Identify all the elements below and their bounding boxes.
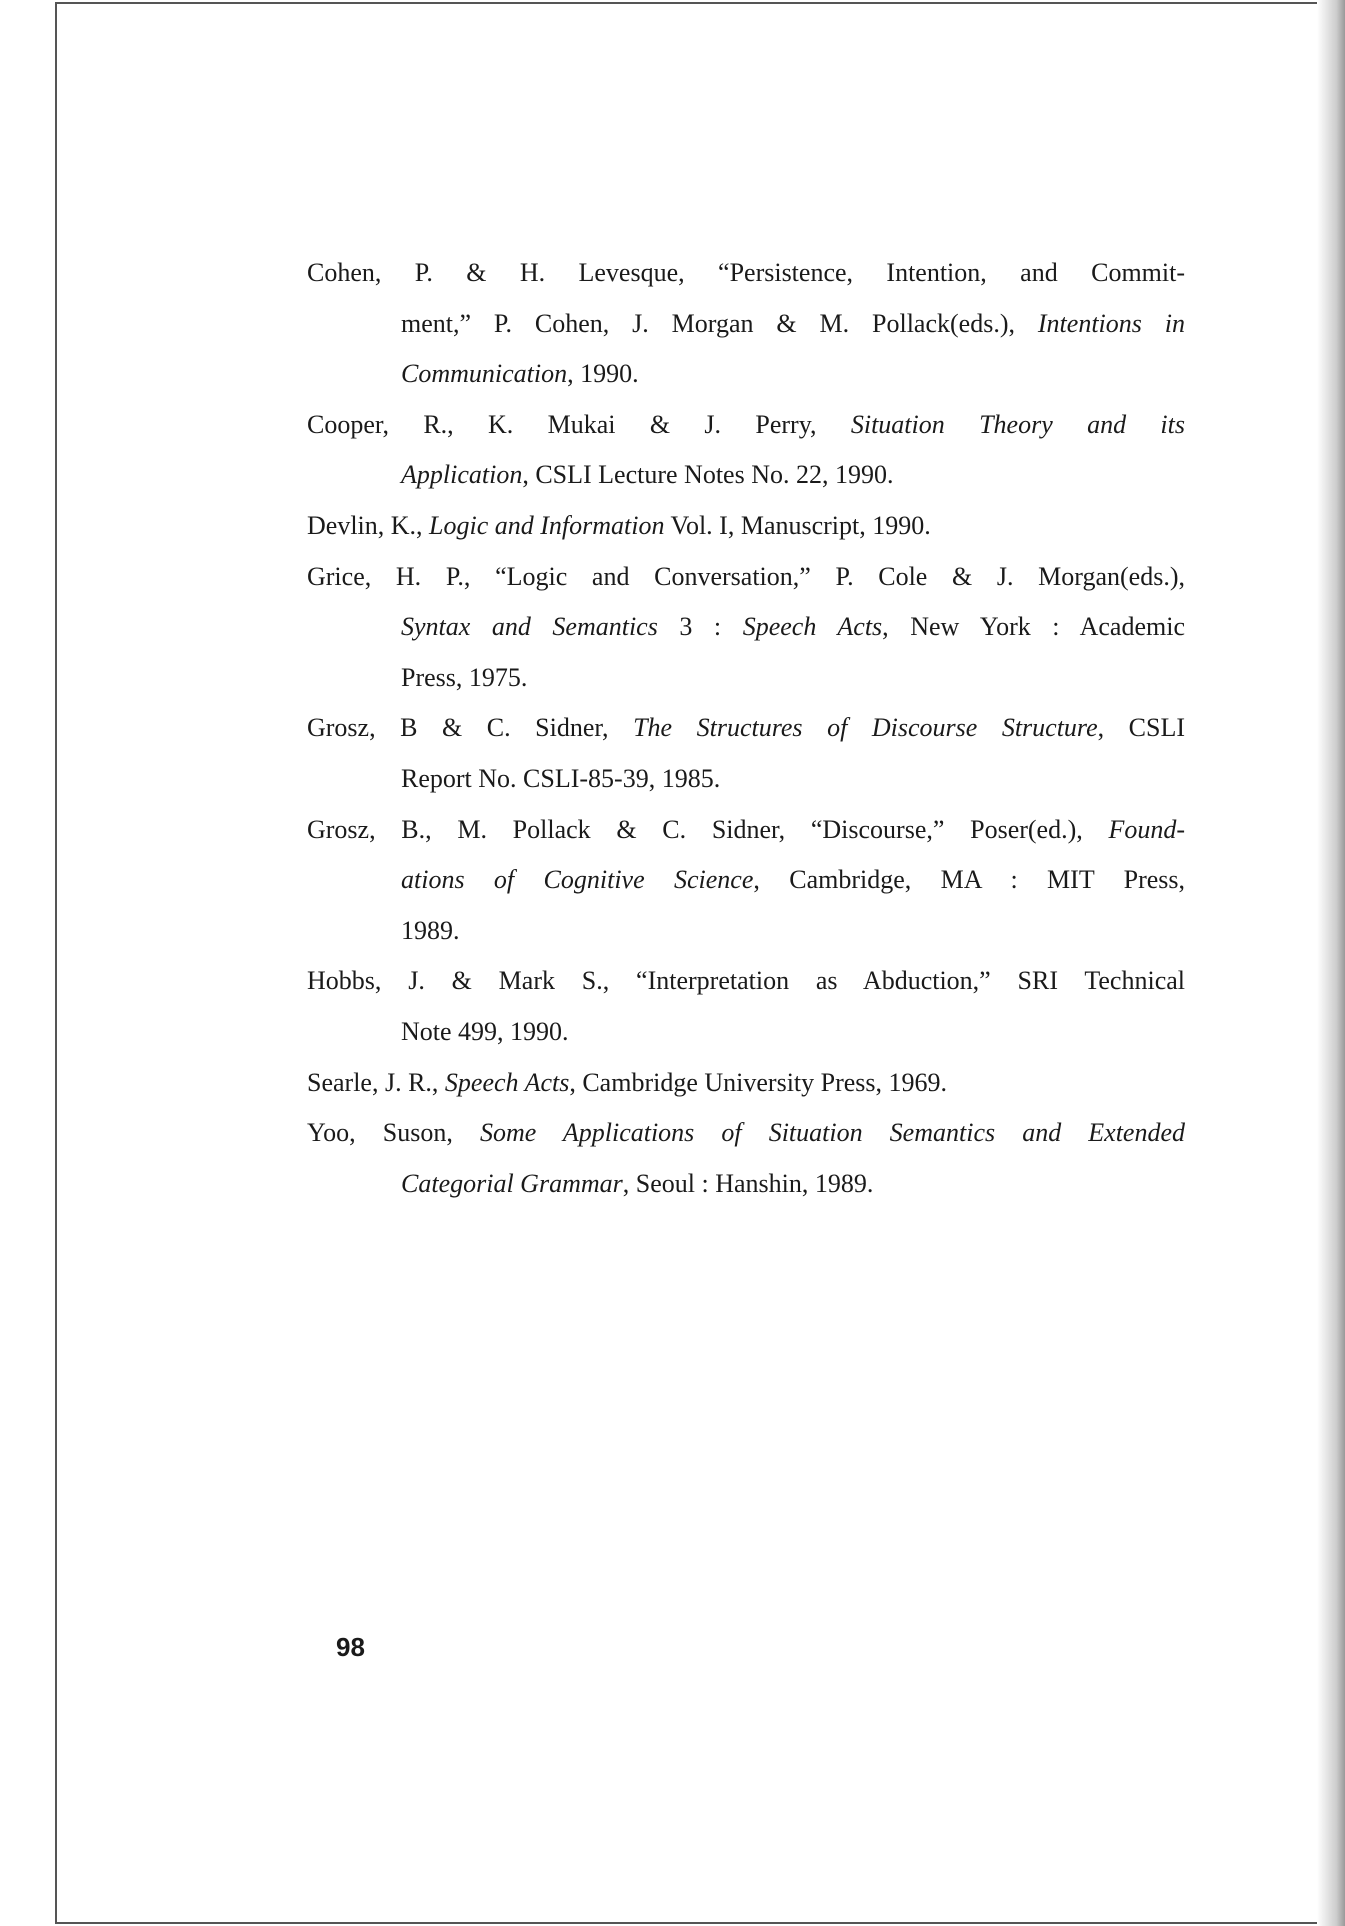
reference-text: Vol. I, Manuscript, 1990.: [664, 510, 931, 540]
reference-line: [307, 956, 1185, 1007]
reference-text: Note 499, 1990.: [401, 1016, 569, 1046]
italic-title: Communication: [401, 359, 568, 389]
page-number: 98: [336, 1632, 365, 1662]
reference-text: Cohen, P. & H. Levesque, “Persistence, Intention, and Commit-: [307, 258, 1185, 287]
reference-text: , 1990.: [567, 359, 639, 389]
reference-text: ment,” P. Cohen, J. Morgan & M. Pollack(eds.),: [401, 308, 1038, 338]
reference-text: , CSLI Lecture Notes No. 22, 1990.: [522, 460, 894, 490]
reference-line: [401, 1159, 1185, 1210]
reference-entry: [307, 703, 1185, 804]
reference-line: [307, 703, 1185, 754]
reference-line: [307, 501, 1185, 552]
italic-title: ations of Cognitive Science: [401, 865, 754, 895]
reference-text: Grosz, B & C. Sidner,: [307, 713, 634, 743]
reference-line: [307, 805, 1185, 856]
italic-title: Speech Acts: [742, 612, 883, 642]
reference-text: , Cambridge, MA : MIT Press,: [753, 865, 1186, 895]
reference-entry: [307, 552, 1185, 704]
reference-text: Searle, J. R.,: [307, 1067, 445, 1097]
reference-line: [307, 1058, 1185, 1109]
reference-line: [401, 602, 1185, 653]
page-edge-shadow: [1317, 0, 1345, 1926]
reference-text: , Seoul : Hanshin, 1989.: [622, 1168, 874, 1198]
reference-text: , CSLI: [1097, 713, 1186, 743]
reference-line: [307, 552, 1185, 603]
reference-line: [401, 299, 1185, 350]
italic-title: Application: [401, 460, 523, 490]
italic-title: Situation Theory and its: [850, 409, 1185, 439]
italic-title: Categorial Grammar: [401, 1168, 623, 1198]
reference-text: Report No. CSLI-85-39, 1985.: [401, 763, 721, 793]
reference-line: [307, 1108, 1185, 1159]
reference-list: [307, 248, 1185, 1209]
reference-entry: [307, 805, 1185, 957]
reference-entry: [307, 1108, 1185, 1209]
italic-title: The Structures of Discourse Structure: [633, 713, 1098, 743]
reference-text: Hobbs, J. & Mark S., “Interpretation as Abduction,” SRI Technical: [307, 966, 1185, 996]
reference-line: [401, 855, 1185, 906]
italic-title: Intentions in: [1037, 308, 1185, 338]
reference-text: Yoo, Suson,: [307, 1118, 480, 1148]
italic-title: Logic and Information: [429, 510, 665, 540]
reference-text: Cooper, R., K. Mukai & J. Perry,: [307, 409, 851, 439]
italic-title: Syntax and Semantics: [401, 612, 658, 642]
reference-text: Grosz, B., M. Pollack & C. Sidner, “Discourse,” Poser(ed.),: [307, 814, 1109, 844]
reference-text: Press, 1975.: [401, 662, 528, 692]
italic-title: Speech Acts: [444, 1067, 570, 1097]
reference-text: 1989.: [401, 915, 460, 945]
reference-text: , New York : Academic: [882, 612, 1185, 642]
reference-text: 3 :: [657, 612, 743, 642]
reference-line: [401, 906, 1185, 957]
reference-entry: [307, 248, 1185, 400]
italic-title: Some Applications of Situation Semantics and Extended: [479, 1118, 1185, 1148]
reference-text: Devlin, K.,: [307, 510, 430, 540]
reference-entry: [307, 956, 1185, 1057]
reference-entry: [307, 1058, 1185, 1109]
reference-line: [401, 450, 1185, 501]
reference-entry: [307, 400, 1185, 501]
reference-entry: [307, 501, 1185, 552]
reference-line: [307, 400, 1185, 451]
reference-line: [401, 754, 1185, 805]
reference-text: , Cambridge University Press, 1969.: [569, 1067, 948, 1097]
reference-line: [401, 1007, 1185, 1058]
reference-line: [307, 248, 1185, 299]
reference-text: Grice, H. P., “Logic and Conversation,” P. Cole & J. Morgan(eds.),: [307, 561, 1185, 591]
italic-title: Found-: [1108, 814, 1185, 844]
reference-line: [401, 349, 1185, 400]
reference-line: [401, 653, 1185, 704]
